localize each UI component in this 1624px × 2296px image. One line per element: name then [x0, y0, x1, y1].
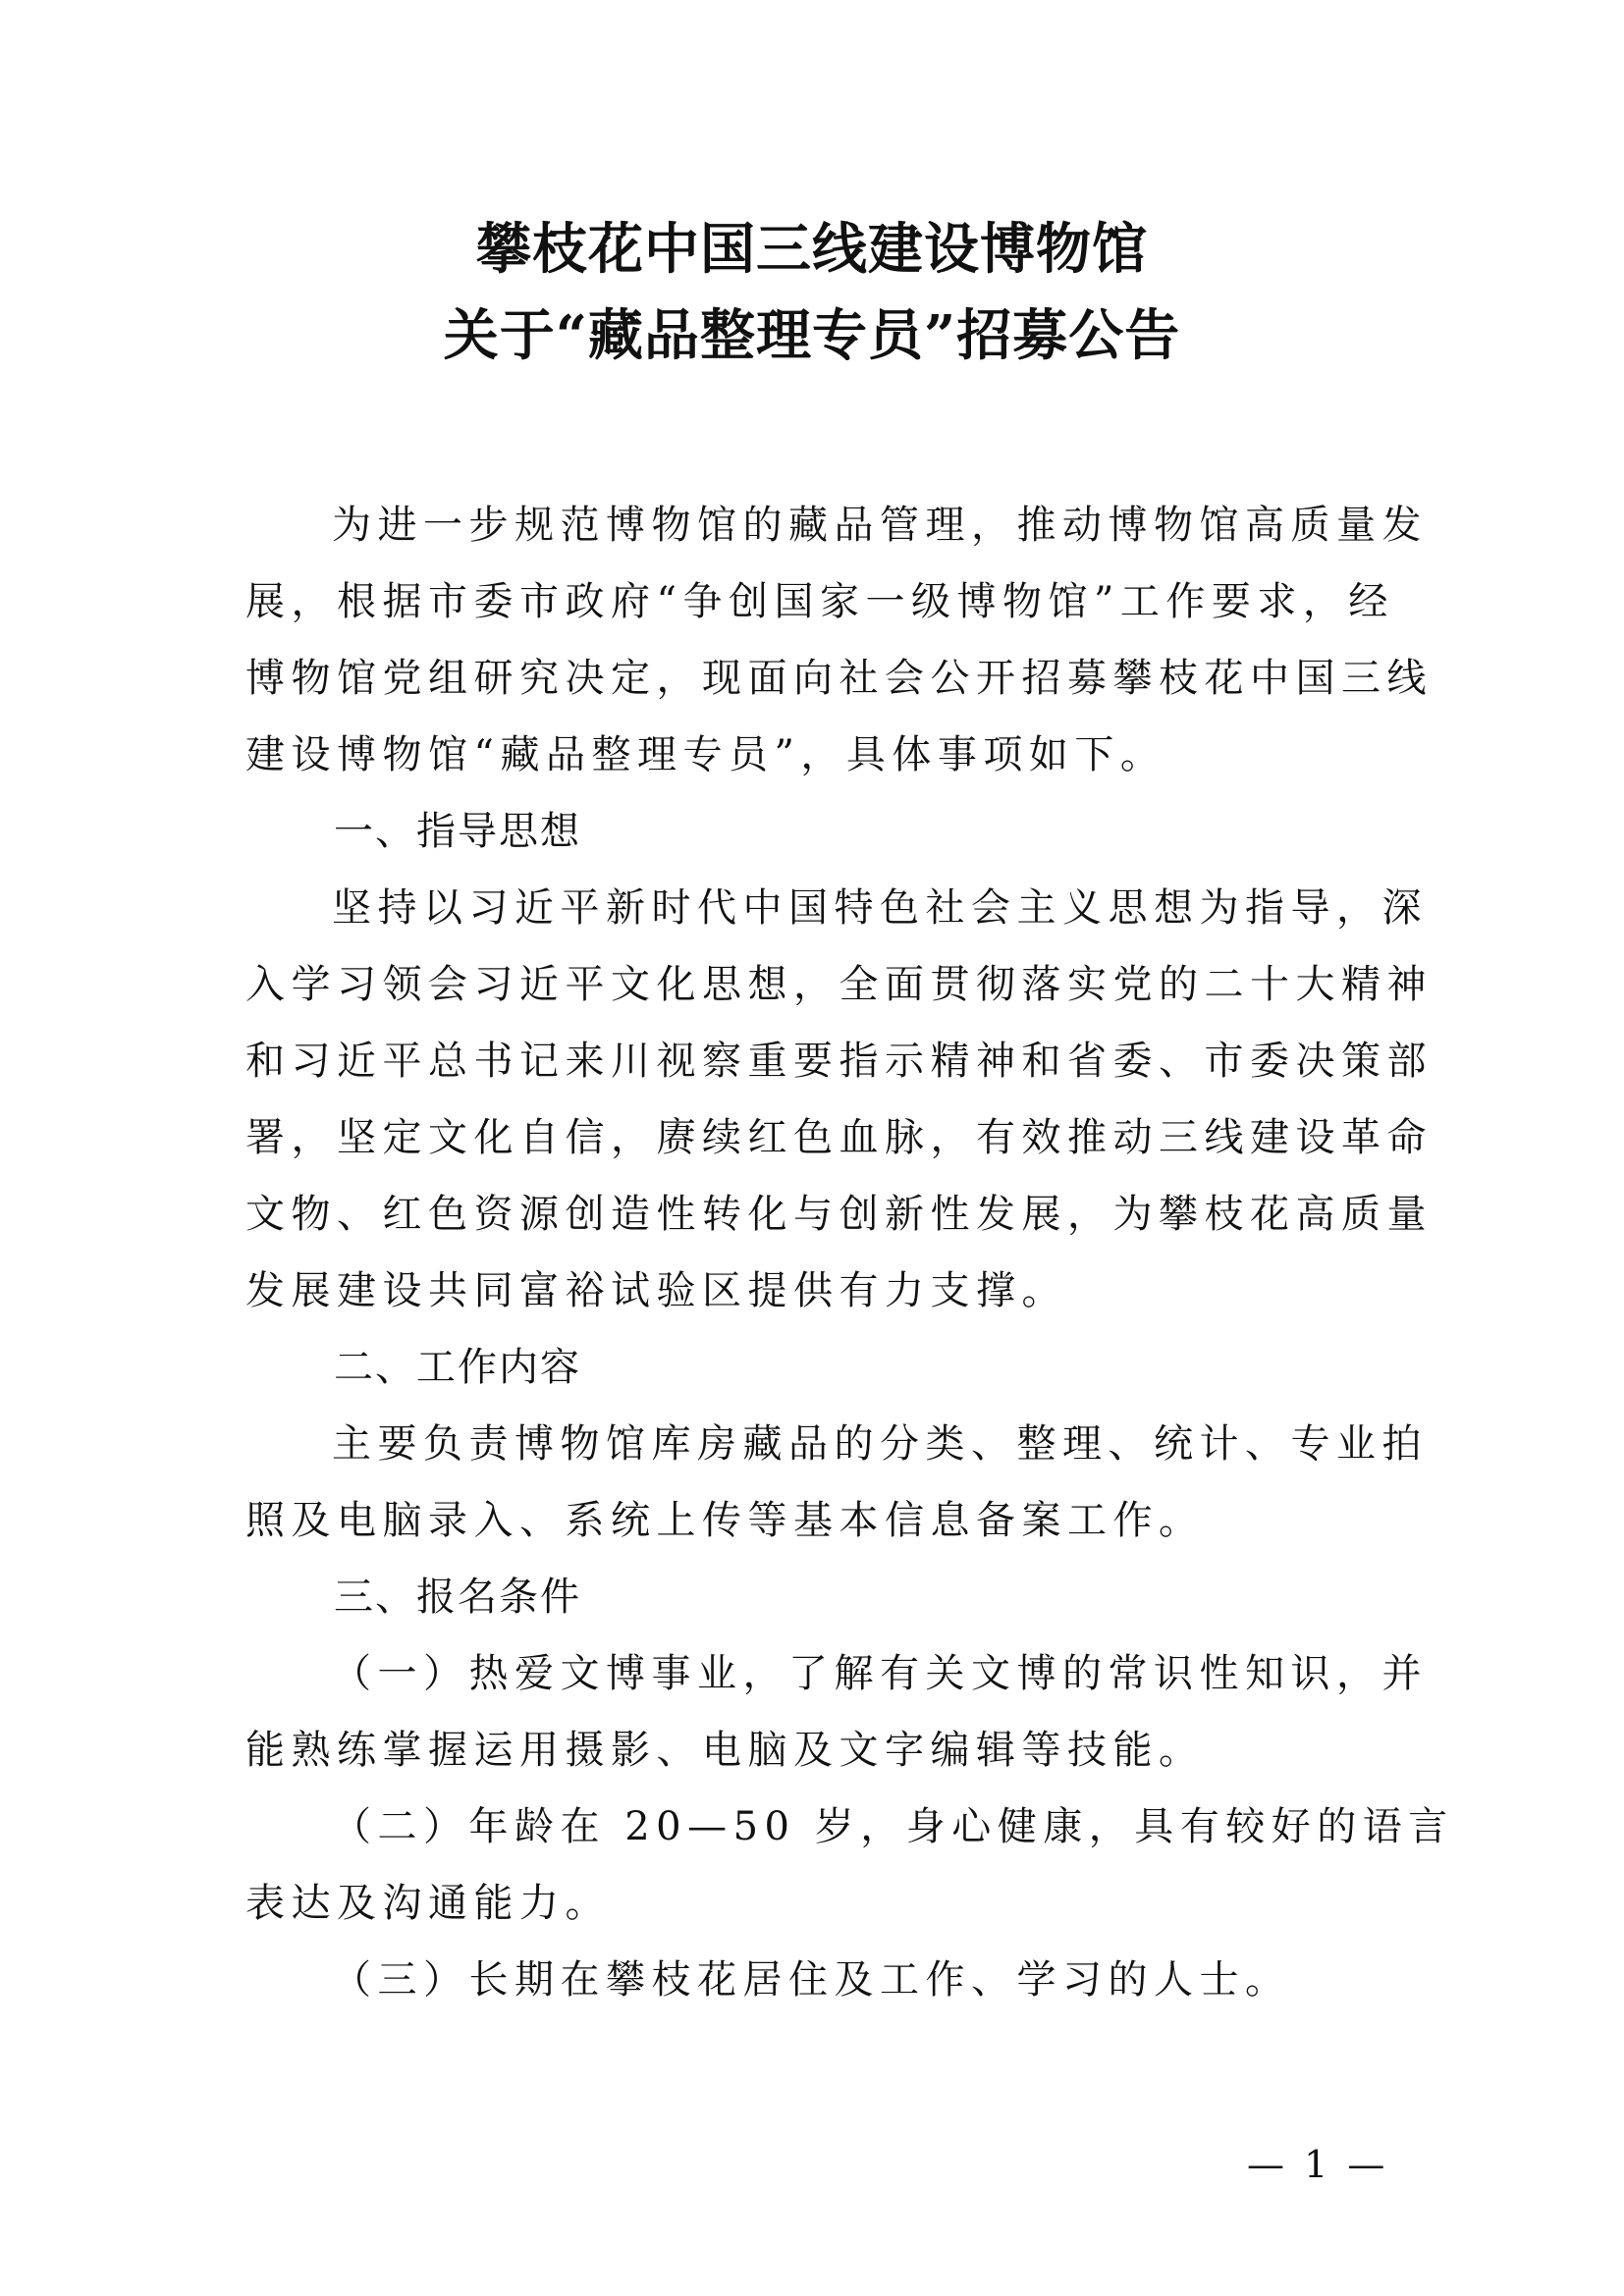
section2-line-1: 主要负责博物馆库房藏品的分类、整理、统计、专业拍 — [332, 1421, 1428, 1467]
intro-line-2: 展，根据市委市政府“争创国家一级博物馆”工作要求，经 — [245, 579, 1394, 624]
section-heading-work-content: 二、工作内容 — [334, 1345, 581, 1390]
section2-paragraph — [245, 1406, 1428, 1559]
requirement-3-line-1: （三）长期在攀枝花居住及工作、学习的人士。 — [332, 1957, 1291, 2002]
document-body — [245, 487, 1454, 2018]
requirement-1-line-1: （一）热爱文博事业，了解有关文博的常识性知识，并 — [332, 1651, 1428, 1696]
intro-line-1: 为进一步规范博物馆的藏品管理，推动博物馆高质量发 — [332, 503, 1428, 548]
document-title — [0, 206, 1624, 379]
requirement-1-line-2: 能熟练掌握运用摄影、电脑及文字编辑等技能。 — [245, 1728, 1205, 1773]
requirement-2-line-2: 表达及沟通能力。 — [245, 1881, 611, 1926]
intro-paragraph — [245, 487, 1433, 793]
intro-line-4: 建设博物馆“藏品整理专员”，具体事项如下。 — [245, 732, 1166, 777]
section1-line-4: 署，坚定文化自信，赓续红色血脉，有效推动三线建设革命 — [245, 1115, 1433, 1160]
section1-line-5: 文物、红色资源创造性转化与创新性发展，为攀枝花高质量 — [245, 1192, 1433, 1237]
title-line-2: 关于“藏品整理专员”招募公告 — [443, 303, 1181, 368]
title-line-1: 攀枝花中国三线建设博物馆 — [476, 217, 1148, 282]
section3-list — [245, 1635, 1454, 2018]
intro-line-3: 博物馆党组研究决定，现面向社会公开招募攀枝花中国三线 — [245, 656, 1433, 701]
section1-paragraph — [245, 870, 1433, 1329]
section-heading-guiding-ideology: 一、指导思想 — [334, 809, 581, 854]
section1-line-6: 发展建设共同富裕试验区提供有力支撑。 — [245, 1268, 1067, 1313]
section1-line-1: 坚持以习近平新时代中国特色社会主义思想为指导，深 — [332, 885, 1428, 931]
page-number: — 1 — — [1247, 2143, 1389, 2186]
section2-line-2: 照及电脑录入、系统上传等基本信息备案工作。 — [245, 1498, 1205, 1543]
section1-line-2: 入学习领会习近平文化思想，全面贯彻落实党的二十大精神 — [245, 962, 1433, 1007]
section-heading-requirements: 三、报名条件 — [334, 1575, 581, 1620]
section1-line-3: 和习近平总书记来川视察重要指示精神和省委、市委决策部 — [245, 1039, 1433, 1084]
requirement-2-line-1: （二）年龄在 20—50 岁，身心健康，具有较好的语言 — [332, 1804, 1454, 1849]
